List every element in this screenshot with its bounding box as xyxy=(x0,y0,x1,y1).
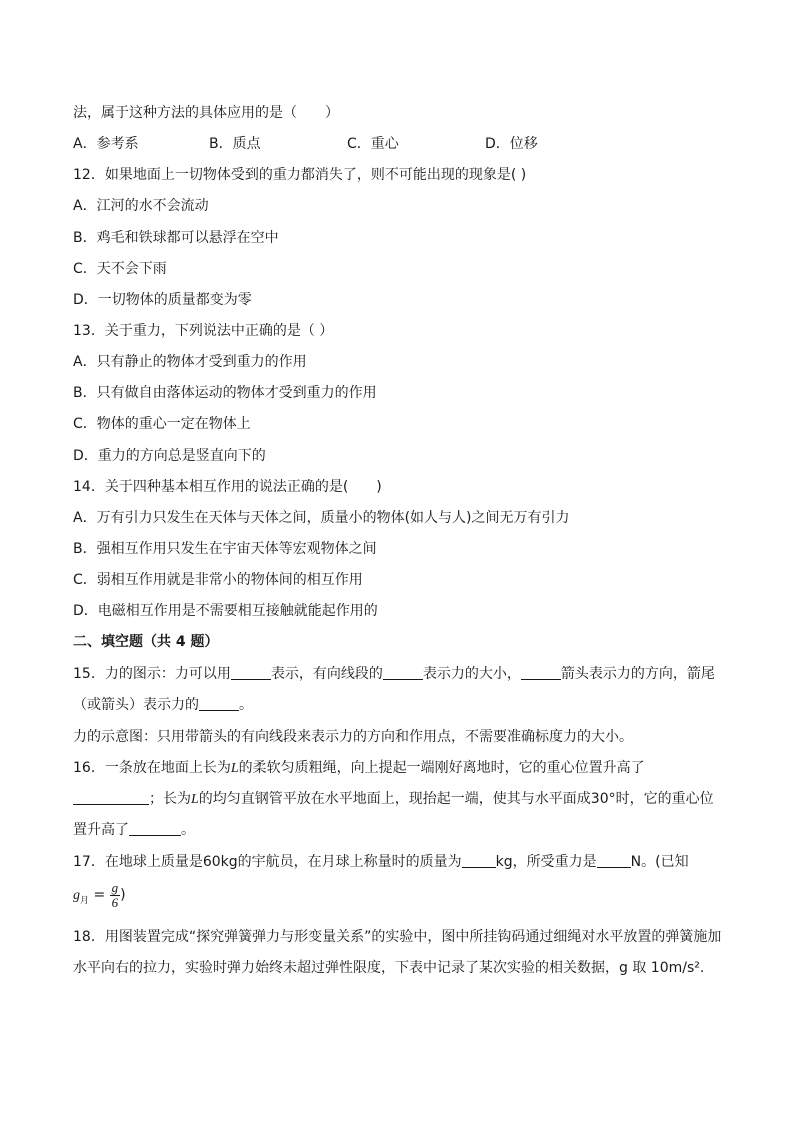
q18-line2: 水平向右的拉力，实验时弹力始终未超过弹性限度，下表中记录了某次实验的相关数据，g 取 10m/s². xyxy=(73,960,705,976)
q13-option-d: D．重力的方向总是竖直向下的 xyxy=(73,448,266,464)
q11-options xyxy=(73,134,733,154)
q11-option-b: B．质点 xyxy=(209,136,261,152)
q12-option-b: B．鸡毛和铁球都可以悬浮在空中 xyxy=(73,230,279,246)
q11-option-d: D．位移 xyxy=(485,136,538,152)
q15-line1: 15．力的图示：力可以用 表示，有向线段的 表示力的大小， 箭头表示力的方向，箭尾 xyxy=(73,666,715,682)
q11-option-c: C．重心 xyxy=(347,136,399,152)
q15-line2: （或箭头）表示力的 。 xyxy=(73,697,253,713)
q16-line3: 置升高了 。 xyxy=(73,822,195,838)
q14-option-b: B．强相互作用只发生在宇宙天体等宏观物体之间 xyxy=(73,541,377,557)
q16-line1: 16．一条放在地面上长为L的柔软匀质粗绳，向上提起一端刚好离地时，它的重心位置升高了 xyxy=(73,760,645,776)
q13-option-b: B．只有做自由落体运动的物体才受到重力的作用 xyxy=(73,385,377,401)
q14-stem: 14．关于四种基本相互作用的说法正确的是( ) xyxy=(73,479,382,495)
q12-stem: 12．如果地面上一切物体受到的重力都消失了，则不可能出现的现象是( ) xyxy=(73,167,527,183)
q17-formula: $g_月$ = $\frac{g}{6}$ ) xyxy=(73,879,126,910)
answer-blank xyxy=(597,853,631,868)
answer-blank xyxy=(199,696,239,711)
answer-blank xyxy=(521,665,561,680)
section-heading: 二、填空题（共 4 题） xyxy=(73,634,219,650)
q16-line2: ；长为L的均匀直钢管平放在水平地面上，现抬起一端，使其与水平面成30°时，它的重心位 xyxy=(73,789,714,810)
q12-option-d: D．一切物体的质量都变为零 xyxy=(73,292,252,308)
fraction: $\frac{g}{6}$ xyxy=(111,879,119,910)
q17-line1: 17．在地球上质量是60kg的宇航员，在月球上称量时的质量为 kg，所受重力是 N。(已知 xyxy=(73,854,689,870)
q12-option-a: A．江河的水不会流动 xyxy=(73,198,209,214)
q15-note: 力的示意图：只用带箭头的有向线段来表示力的方向和作用点，不需要准确标度力的大小。 xyxy=(73,729,633,745)
q13-option-c: C．物体的重心一定在物体上 xyxy=(73,416,251,432)
answer-blank xyxy=(129,821,181,836)
var-l: L xyxy=(230,761,239,776)
q11-option-a: A．参考系 xyxy=(73,136,139,152)
q11-stem-tail: 法，属于这种方法的具体应用的是（ ） xyxy=(73,105,339,121)
q13-stem: 13．关于重力，下列说法中正确的是（ ） xyxy=(73,323,334,339)
answer-blank xyxy=(462,853,496,868)
q13-option-a: A．只有静止的物体才受到重力的作用 xyxy=(73,354,307,370)
q14-option-c: C．弱相互作用就是非常小的物体间的相互作用 xyxy=(73,572,363,588)
q14-option-d: D．电磁相互作用是不需要相互接触就能起作用的 xyxy=(73,603,378,619)
answer-blank xyxy=(73,790,149,805)
q12-option-c: C．天不会下雨 xyxy=(73,261,167,277)
q18-line1: 18．用图装置完成“探究弹簧弹力与形变量关系”的实验中，图中所挂钩码通过细绳对水平放置的弹簧施加 xyxy=(73,929,722,945)
answer-blank xyxy=(383,665,423,680)
answer-blank xyxy=(231,665,271,680)
q14-option-a: A．万有引力只发生在天体与天体之间，质量小的物体(如人与人)之间无万有引力 xyxy=(73,510,570,526)
var-l: L xyxy=(191,792,199,807)
